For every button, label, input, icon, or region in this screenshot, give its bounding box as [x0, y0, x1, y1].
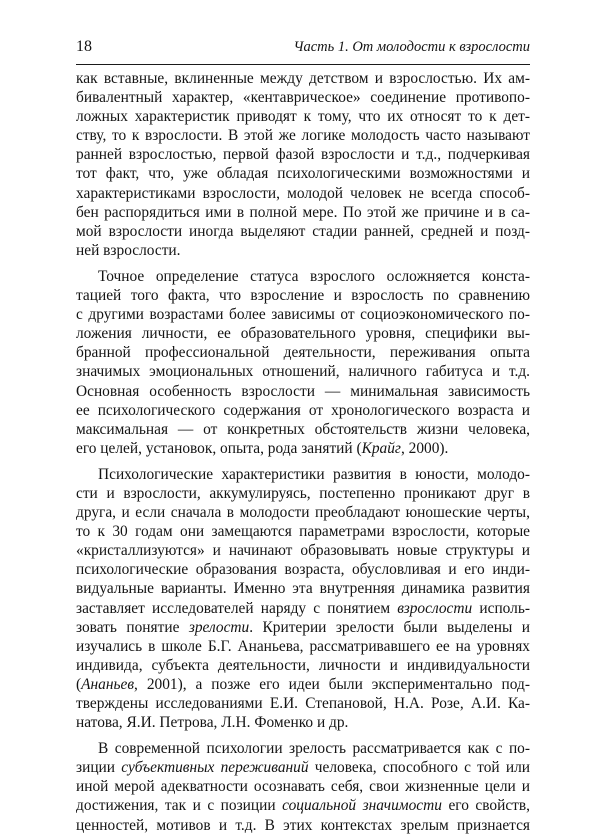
- text-run: ранней взрослостью, первой фазой взрослости и т.д., подчеркивая: [76, 146, 530, 164]
- text-run: иной мерой адекватности осознавать себя, свои жизненные цели и: [76, 778, 530, 796]
- text-line: [76, 88, 530, 107]
- italic-term: социальной значимости: [282, 797, 442, 815]
- text-line: [76, 164, 530, 183]
- text-line: [76, 618, 530, 637]
- text-line: [76, 816, 530, 835]
- italic-term: взрослости: [397, 599, 473, 617]
- text-run: натова, Я.И. Петрова, Л.Н. Фоменко и др.: [76, 714, 349, 732]
- text-run: психологические образования возраста, обусловливая и его инди-: [76, 561, 530, 579]
- paragraph: [76, 267, 530, 458]
- text-line: [76, 758, 530, 777]
- text-run: зиции: [76, 759, 122, 777]
- text-run: его свойств,: [441, 797, 530, 815]
- text-line: [76, 484, 530, 503]
- text-run: как вставные, вклиненные между детством и взрослостью. Их ам-: [76, 70, 530, 87]
- text-line: [76, 637, 530, 656]
- text-line: [76, 184, 530, 203]
- page-header: [76, 38, 530, 62]
- header-rule: [76, 64, 530, 65]
- text-run: Основная особенность взрослости — минимальная зависимость: [76, 382, 530, 400]
- text-line: [76, 439, 530, 458]
- italic-term: зрелости: [188, 618, 250, 636]
- italic-term: субъективных переживаний: [121, 759, 309, 777]
- text-run: его целей, установок, опыта, рода занятий (: [76, 439, 362, 457]
- text-line: [76, 713, 530, 732]
- text-run: максимальная — от конкретных обстоятельств жизни человека,: [76, 420, 530, 438]
- text-line: [76, 777, 530, 796]
- text-run: с другими возрастами более зависимы от социоэкономического по-: [76, 306, 530, 324]
- paragraph: [76, 465, 530, 732]
- text-run: заставляет исследователей наряду с понятием: [76, 599, 398, 617]
- text-run: ней взрослости.: [76, 241, 181, 259]
- text-run: то к 30 годам они замещаются параметрами взрослости, которые: [76, 523, 530, 541]
- text-line: [76, 222, 530, 241]
- text-line: [76, 126, 530, 145]
- text-run: . Критерии зрелости были выделены и: [249, 618, 530, 636]
- text-line: [76, 343, 530, 362]
- paragraph-gap: [76, 458, 530, 465]
- text-run: бивалентный характер, «кентаврическое» соединение противопо-: [76, 89, 530, 107]
- text-run: видуальные варианты. Именно эта внутренняя динамика развития: [76, 580, 530, 598]
- text-line: [76, 599, 530, 618]
- text-line: [76, 203, 530, 222]
- text-line: [76, 503, 530, 522]
- text-run: «кристаллизуются» и начинают образовывать новые структуры и: [76, 542, 530, 560]
- paragraph: [76, 739, 530, 834]
- text-line: [76, 401, 530, 420]
- text-line: [76, 675, 530, 694]
- paragraph-gap: [76, 260, 530, 267]
- text-run: исполь-: [472, 599, 530, 617]
- text-line: [76, 522, 530, 541]
- text-line: [76, 694, 530, 713]
- text-line: [76, 541, 530, 560]
- text-run: бранной профессиональной деятельности, переживания опыта: [76, 344, 530, 362]
- text-line: [76, 286, 530, 305]
- text-line: [76, 145, 530, 164]
- text-run: тацией того факта, что взросление и взрослость по сравнению: [76, 287, 530, 305]
- text-run: характеристиками взрослости, молодой человек не всегда способ-: [76, 184, 530, 202]
- text-run: зовать понятие: [76, 618, 189, 636]
- text-run: тверждены исследованиями Е.И. Степановой, Н.А. Розе, А.И. Ка-: [76, 695, 530, 712]
- text-line: [76, 267, 530, 286]
- text-run: Психологические характеристики развития в юности, молодо-: [98, 465, 530, 483]
- text-run: , 2000).: [400, 439, 449, 457]
- text-line: [76, 305, 530, 324]
- text-line: [76, 241, 530, 260]
- text-run: ложения личности, ее образовательного уровня, специфики вы-: [76, 325, 530, 343]
- text-run: друга, и если сначала в молодости преобладают юношеские черты,: [76, 504, 530, 522]
- text-line: [76, 560, 530, 579]
- text-run: значимых эмоциональных отношений, наличного габитуса и т.д.: [76, 363, 530, 381]
- text-run: достижения, так и с позиции: [76, 797, 283, 815]
- running-head: Часть 1. От молодости к взрослости: [293, 39, 530, 55]
- body-text: [76, 69, 530, 835]
- text-line: [76, 796, 530, 815]
- text-run: , 2001), а позже его идеи были экспериментально под-: [134, 675, 530, 693]
- text-line: [76, 420, 530, 439]
- text-run: человека, способного с той или: [308, 759, 531, 777]
- text-run: индивида, субъекта деятельности, личности и индивидуальности: [76, 656, 530, 674]
- italic-term: Ананьев: [81, 675, 135, 693]
- paragraph-gap: [76, 732, 530, 739]
- text-line: [76, 579, 530, 598]
- text-run: сти и взрослости, аккумулируясь, постепенно проникают друг в: [76, 484, 530, 502]
- text-run: (: [76, 675, 82, 693]
- page-number: 18: [76, 38, 92, 55]
- text-line: [76, 324, 530, 343]
- text-run: мой взрослости иногда выделяют стадии ранней, средней и позд-: [76, 222, 530, 240]
- text-line: [76, 465, 530, 484]
- text-run: тот факт, что, уже обладая психологическими возможностями и: [76, 165, 530, 183]
- text-run: В современной психологии зрелость рассматривается как с по-: [98, 740, 530, 758]
- text-run: бен распорядиться ими в полной мере. По этой же причине и в са-: [76, 203, 530, 221]
- text-run: ложных характеристик приводят к тому, что их относят то к дет-: [76, 108, 530, 126]
- paragraph: [76, 69, 530, 260]
- text-line: [76, 362, 530, 381]
- text-run: изучались в школе Б.Г. Ананьева, рассматривавшего ее на уровнях: [76, 637, 530, 655]
- text-run: ценностей, мотивов и т.д. В этих контекстах зрелым признается: [76, 816, 530, 834]
- italic-term: Крайг: [361, 439, 401, 457]
- text-run: ее психологического содержания от хронологического возраста и: [76, 401, 530, 419]
- text-run: ству, то к взрослости. В этой же логике молодость часто называют: [76, 127, 530, 145]
- text-line: [76, 382, 530, 401]
- text-run: Точное определение статуса взрослого осложняется конста-: [98, 267, 530, 285]
- text-line: [76, 107, 530, 126]
- text-line: [76, 739, 530, 758]
- text-line: [76, 656, 530, 675]
- text-line: [76, 69, 530, 88]
